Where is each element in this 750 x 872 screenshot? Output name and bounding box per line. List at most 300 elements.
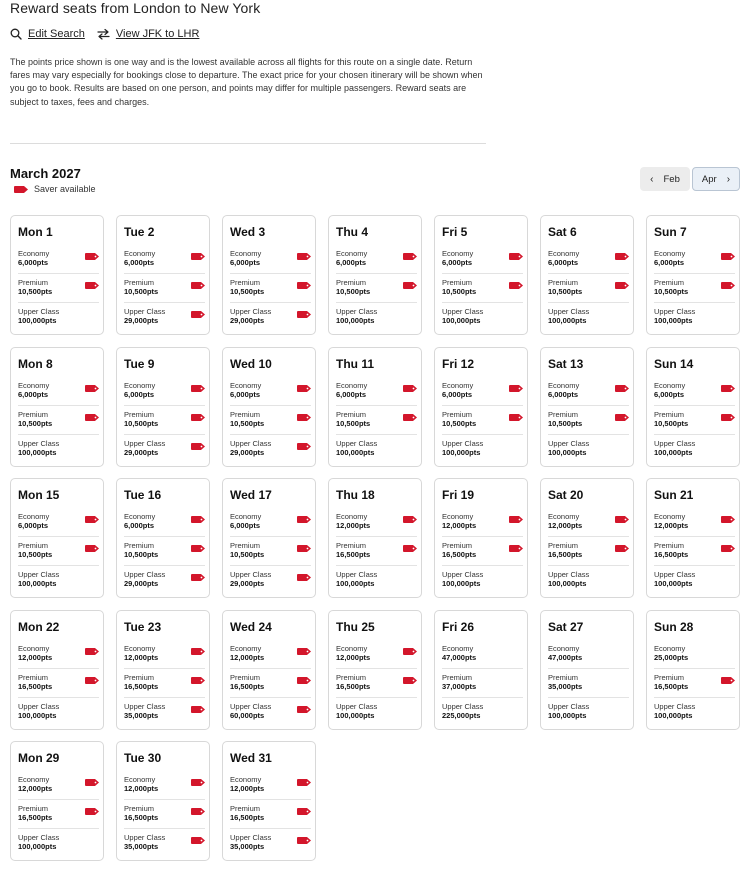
cabin-class-label: Economy xyxy=(442,643,474,653)
disclaimer-text: The points price shown is one way and is the lowest available across all flights for this route on a single date. Return fares may vary especially for bookings close to departure. The exact price for your chosen itinerary will be shown when you go to book. Results are based on one person, and points may differ for multiple passengers. Reward seats are subject to taxes, fees and charges. xyxy=(10,57,483,107)
cabin-class-label: Premium xyxy=(336,409,367,419)
points-price: 10,500pts xyxy=(336,287,371,296)
fare-row xyxy=(654,670,735,698)
day-label: Tue 16 xyxy=(124,488,162,502)
day-card[interactable] xyxy=(222,610,316,730)
day-card[interactable] xyxy=(646,478,740,598)
day-card[interactable] xyxy=(540,215,634,335)
fare-row xyxy=(18,670,99,698)
cabin-class-label: Economy xyxy=(18,512,50,521)
cabin-class-label: Premium xyxy=(230,672,261,682)
day-card[interactable] xyxy=(540,610,634,730)
points-price: 10,500pts xyxy=(548,287,583,296)
cabin-class-label: Economy xyxy=(230,775,262,784)
day-card[interactable] xyxy=(222,478,316,598)
cabin-class-label: Upper Class xyxy=(336,438,378,448)
fare-row xyxy=(336,641,417,669)
fare-row xyxy=(230,275,311,303)
day-label: Sun 14 xyxy=(654,356,694,371)
day-card[interactable] xyxy=(10,215,104,335)
saver-tag-icon xyxy=(297,808,311,815)
cabin-class-label: Premium xyxy=(442,541,473,550)
fare-row xyxy=(548,304,629,331)
cabin-class-label: Upper Class xyxy=(654,701,696,711)
points-price: 16,500pts xyxy=(124,681,159,691)
day-label: Thu 25 xyxy=(336,619,375,634)
day-card[interactable] xyxy=(434,478,528,598)
cabin-class-label: Premium xyxy=(124,541,155,550)
fare-row xyxy=(336,538,417,566)
points-price: 6,000pts xyxy=(442,389,473,399)
points-price: 29,000pts xyxy=(230,447,265,457)
fare-row xyxy=(654,509,735,537)
day-card[interactable] xyxy=(10,741,104,861)
points-price: 6,000pts xyxy=(18,258,49,267)
day-card[interactable] xyxy=(646,347,740,467)
fare-row xyxy=(18,801,99,829)
points-price: 12,000pts xyxy=(230,784,265,793)
saver-legend-label: Saver available xyxy=(34,184,96,194)
points-price: 10,500pts xyxy=(442,287,477,296)
day-label: Sun 7 xyxy=(654,225,687,239)
fare-row xyxy=(548,509,629,537)
points-price: 16,500pts xyxy=(548,550,583,559)
fare-row xyxy=(336,509,417,537)
points-price: 6,000pts xyxy=(442,258,473,267)
points-price: 16,500pts xyxy=(336,550,371,559)
day-label: Thu 11 xyxy=(336,356,375,371)
cabin-class-label: Upper Class xyxy=(18,570,60,579)
points-price: 16,500pts xyxy=(230,813,265,822)
day-card[interactable] xyxy=(222,215,316,335)
fare-row xyxy=(124,246,205,274)
saver-tag-icon xyxy=(85,677,99,684)
saver-tag-icon xyxy=(85,253,99,260)
saver-tag-icon xyxy=(297,311,311,318)
next-month-button[interactable] xyxy=(692,167,740,191)
cabin-class-label: Economy xyxy=(548,380,580,390)
saver-tag-icon xyxy=(297,648,311,655)
cabin-class-label: Premium xyxy=(654,409,685,419)
cabin-class-label: Premium xyxy=(124,278,155,287)
saver-tag-icon xyxy=(191,779,205,786)
fare-row xyxy=(230,772,311,800)
saver-tag-icon xyxy=(615,385,629,392)
points-price: 6,000pts xyxy=(124,521,155,530)
saver-tag-icon xyxy=(721,414,735,421)
day-label: Sat 27 xyxy=(548,619,584,634)
points-price: 10,500pts xyxy=(18,418,53,428)
cabin-class-label: Upper Class xyxy=(654,438,696,448)
points-price: 10,500pts xyxy=(442,418,477,428)
day-label: Fri 5 xyxy=(442,225,468,239)
day-label: Tue 2 xyxy=(124,225,155,239)
fare-row xyxy=(442,436,523,463)
saver-tag-icon xyxy=(509,253,523,260)
fare-row xyxy=(336,699,417,726)
fare-row xyxy=(18,641,99,669)
day-label: Sat 13 xyxy=(548,356,584,371)
points-price: 47,000pts xyxy=(548,652,583,662)
cabin-class-label: Upper Class xyxy=(548,701,590,711)
cabin-class-label: Economy xyxy=(548,512,580,521)
fare-row xyxy=(336,246,417,274)
points-price: 12,000pts xyxy=(654,521,689,530)
saver-tag-icon xyxy=(85,779,99,786)
fare-row xyxy=(442,567,523,594)
fare-row xyxy=(654,275,735,303)
cabin-class-label: Economy xyxy=(18,775,50,784)
points-price: 100,000pts xyxy=(548,316,587,325)
cabin-class-label: Premium xyxy=(18,672,49,682)
previous-month-button[interactable] xyxy=(640,167,690,191)
day-card[interactable] xyxy=(646,215,740,335)
cabin-class-label: Upper Class xyxy=(336,701,378,711)
saver-tag-icon xyxy=(85,282,99,289)
points-price: 100,000pts xyxy=(18,579,57,588)
saver-tag-icon xyxy=(297,706,311,713)
day-card[interactable] xyxy=(540,478,634,598)
fare-row xyxy=(548,567,629,594)
saver-tag-icon xyxy=(297,414,311,421)
points-price: 100,000pts xyxy=(336,316,375,325)
cabin-class-label: Economy xyxy=(18,380,50,390)
fare-row xyxy=(654,436,735,463)
chevron-right-icon: › xyxy=(726,173,731,185)
cabin-class-label: Economy xyxy=(548,643,580,653)
cabin-class-label: Economy xyxy=(230,643,262,653)
saver-legend xyxy=(14,184,96,194)
fare-row xyxy=(548,699,629,726)
day-label: Fri 19 xyxy=(442,488,475,502)
saver-tag-icon xyxy=(85,385,99,392)
fare-row xyxy=(442,378,523,406)
fare-row xyxy=(336,670,417,698)
cabin-class-label: Upper Class xyxy=(230,701,272,711)
day-card[interactable] xyxy=(434,347,528,467)
saver-tag-icon xyxy=(191,311,205,318)
cabin-class-label: Premium xyxy=(442,278,473,287)
day-card[interactable] xyxy=(540,347,634,467)
points-price: 6,000pts xyxy=(654,389,685,399)
points-price: 10,500pts xyxy=(124,418,159,428)
cabin-class-label: Premium xyxy=(654,541,685,550)
day-label: Wed 31 xyxy=(230,751,272,765)
view-reverse-route-label: View JFK to LHR xyxy=(115,28,200,40)
points-price: 100,000pts xyxy=(548,447,587,457)
points-price: 12,000pts xyxy=(336,652,371,662)
cabin-class-label: Premium xyxy=(230,278,261,287)
saver-tag-icon xyxy=(403,545,417,552)
fare-row xyxy=(124,407,205,435)
fare-row xyxy=(654,567,735,594)
saver-tag-icon xyxy=(721,545,735,552)
edit-search-label: Edit Search xyxy=(28,28,85,40)
saver-tag-icon xyxy=(297,545,311,552)
day-card[interactable] xyxy=(328,347,422,467)
day-card[interactable] xyxy=(116,478,210,598)
points-price: 100,000pts xyxy=(18,710,57,720)
fare-row xyxy=(336,304,417,331)
saver-tag-icon xyxy=(14,186,28,193)
cabin-class-label: Premium xyxy=(336,541,367,550)
cabin-class-label: Economy xyxy=(124,512,156,521)
points-price: 16,500pts xyxy=(654,550,689,559)
points-price: 16,500pts xyxy=(654,681,689,691)
day-label: Mon 22 xyxy=(18,619,60,634)
cabin-class-label: Upper Class xyxy=(230,307,272,316)
cabin-class-label: Premium xyxy=(124,409,155,419)
day-card[interactable] xyxy=(116,741,210,861)
fare-row xyxy=(654,641,735,669)
fare-row xyxy=(124,275,205,303)
day-card[interactable] xyxy=(116,347,210,467)
points-price: 10,500pts xyxy=(654,418,689,428)
points-price: 29,000pts xyxy=(124,447,159,457)
points-price: 29,000pts xyxy=(124,579,159,588)
points-price: 35,000pts xyxy=(124,842,159,851)
points-price: 10,500pts xyxy=(654,287,689,296)
fare-row xyxy=(124,772,205,800)
cabin-class-label: Upper Class xyxy=(548,570,590,579)
day-card[interactable] xyxy=(434,610,528,730)
points-price: 29,000pts xyxy=(230,316,265,325)
day-card[interactable] xyxy=(116,215,210,335)
fare-row xyxy=(230,407,311,435)
cabin-class-label: Upper Class xyxy=(124,307,166,316)
points-price: 10,500pts xyxy=(18,550,53,559)
points-price: 6,000pts xyxy=(230,521,261,530)
points-price: 35,000pts xyxy=(230,842,265,851)
saver-tag-icon xyxy=(509,282,523,289)
points-price: 6,000pts xyxy=(18,389,49,399)
day-card[interactable] xyxy=(222,347,316,467)
fare-row xyxy=(124,436,205,463)
points-price: 6,000pts xyxy=(548,389,579,399)
cabin-class-label: Economy xyxy=(230,512,262,521)
cabin-class-label: Premium xyxy=(230,409,261,419)
cabin-class-label: Premium xyxy=(654,278,685,287)
saver-tag-icon xyxy=(403,414,417,421)
fare-row xyxy=(18,699,99,726)
cabin-class-label: Economy xyxy=(124,775,156,784)
points-price: 100,000pts xyxy=(336,710,375,720)
cabin-class-label: Upper Class xyxy=(124,833,166,842)
cabin-class-label: Premium xyxy=(18,541,49,550)
cabin-class-label: Upper Class xyxy=(336,570,378,579)
saver-tag-icon xyxy=(191,648,205,655)
points-price: 100,000pts xyxy=(336,447,375,457)
cabin-class-label: Upper Class xyxy=(442,307,484,316)
edit-search-link[interactable] xyxy=(10,28,85,40)
cabin-class-label: Premium xyxy=(18,804,49,813)
fare-row xyxy=(230,670,311,698)
day-card[interactable] xyxy=(116,610,210,730)
saver-tag-icon xyxy=(191,385,205,392)
fare-row xyxy=(654,407,735,435)
points-price: 10,500pts xyxy=(18,287,53,296)
points-price: 37,000pts xyxy=(442,681,477,691)
points-price: 100,000pts xyxy=(336,579,375,588)
saver-tag-icon xyxy=(191,545,205,552)
saver-tag-icon xyxy=(85,545,99,552)
points-price: 35,000pts xyxy=(124,710,159,720)
points-price: 100,000pts xyxy=(654,316,693,325)
cabin-class-label: Premium xyxy=(442,409,473,419)
day-card[interactable] xyxy=(10,610,104,730)
saver-tag-icon xyxy=(509,545,523,552)
cabin-class-label: Economy xyxy=(124,643,156,653)
day-card[interactable] xyxy=(646,610,740,730)
cabin-class-label: Premium xyxy=(336,672,367,682)
points-price: 6,000pts xyxy=(18,521,49,530)
fare-row xyxy=(230,801,311,829)
points-price: 100,000pts xyxy=(654,579,693,588)
points-price: 6,000pts xyxy=(548,258,579,267)
saver-tag-icon xyxy=(721,516,735,523)
saver-tag-icon xyxy=(615,516,629,523)
fare-row xyxy=(654,538,735,566)
day-card[interactable] xyxy=(10,478,104,598)
divider xyxy=(10,143,486,144)
saver-tag-icon xyxy=(191,443,205,450)
cabin-class-label: Upper Class xyxy=(124,570,166,579)
view-reverse-route-link[interactable] xyxy=(97,28,200,40)
saver-tag-icon xyxy=(403,677,417,684)
saver-tag-icon xyxy=(615,545,629,552)
cabin-class-label: Premium xyxy=(230,804,261,813)
fare-row xyxy=(230,304,311,331)
cabin-class-label: Economy xyxy=(18,249,50,258)
fare-row xyxy=(442,699,523,726)
cabin-class-label: Economy xyxy=(654,512,686,521)
cabin-class-label: Economy xyxy=(442,512,474,521)
cabin-class-label: Upper Class xyxy=(442,701,484,711)
points-price: 12,000pts xyxy=(124,784,159,793)
fare-row xyxy=(230,641,311,669)
fare-row xyxy=(230,699,311,726)
cabin-class-label: Upper Class xyxy=(18,307,60,316)
fare-row xyxy=(336,275,417,303)
fare-row xyxy=(18,509,99,537)
points-price: 6,000pts xyxy=(336,389,367,399)
saver-tag-icon xyxy=(509,516,523,523)
cabin-class-label: Premium xyxy=(442,672,473,682)
cabin-class-label: Premium xyxy=(548,409,579,419)
cabin-class-label: Premium xyxy=(124,804,155,813)
saver-tag-icon xyxy=(191,706,205,713)
fare-row xyxy=(442,304,523,331)
points-price: 60,000pts xyxy=(230,710,265,720)
saver-tag-icon xyxy=(403,516,417,523)
cabin-class-label: Economy xyxy=(230,249,262,258)
cabin-class-label: Economy xyxy=(336,380,368,390)
day-card[interactable] xyxy=(222,741,316,861)
day-label: Mon 15 xyxy=(18,488,60,502)
cabin-class-label: Upper Class xyxy=(18,701,60,711)
fare-row xyxy=(654,378,735,406)
fare-row xyxy=(548,670,629,698)
fare-row xyxy=(230,246,311,274)
cabin-class-label: Premium xyxy=(654,672,685,682)
fare-row xyxy=(18,304,99,331)
day-label: Sat 6 xyxy=(548,225,577,239)
fare-row xyxy=(230,509,311,537)
fare-row xyxy=(18,246,99,274)
day-label: Thu 4 xyxy=(336,225,368,239)
cabin-class-label: Economy xyxy=(18,643,50,653)
points-price: 100,000pts xyxy=(442,447,481,457)
day-label: Wed 3 xyxy=(230,225,266,239)
fare-row xyxy=(124,538,205,566)
points-price: 16,500pts xyxy=(336,681,371,691)
cabin-class-label: Upper Class xyxy=(18,438,60,448)
fare-row xyxy=(442,246,523,274)
cabin-class-label: Upper Class xyxy=(230,833,272,842)
fare-row xyxy=(124,641,205,669)
points-price: 6,000pts xyxy=(336,258,367,267)
fare-row xyxy=(124,801,205,829)
cabin-class-label: Upper Class xyxy=(548,438,590,448)
saver-tag-icon xyxy=(615,282,629,289)
day-card[interactable] xyxy=(328,478,422,598)
points-price: 6,000pts xyxy=(230,258,261,267)
day-label: Tue 9 xyxy=(124,356,155,371)
saver-tag-icon xyxy=(85,414,99,421)
fare-row xyxy=(336,567,417,594)
points-price: 16,500pts xyxy=(18,813,53,822)
day-card[interactable] xyxy=(328,610,422,730)
fare-row xyxy=(230,378,311,406)
points-price: 47,000pts xyxy=(442,652,477,662)
saver-tag-icon xyxy=(615,253,629,260)
day-card[interactable] xyxy=(434,215,528,335)
cabin-class-label: Upper Class xyxy=(230,438,272,448)
day-label: Tue 23 xyxy=(124,619,162,634)
fare-row xyxy=(230,567,311,594)
saver-tag-icon xyxy=(509,414,523,421)
cabin-class-label: Economy xyxy=(124,380,156,390)
cabin-class-label: Upper Class xyxy=(654,307,696,316)
points-price: 29,000pts xyxy=(230,579,265,588)
cabin-class-label: Premium xyxy=(336,278,367,287)
points-price: 6,000pts xyxy=(124,389,155,399)
day-card[interactable] xyxy=(10,347,104,467)
fare-row xyxy=(124,567,205,594)
cabin-class-label: Economy xyxy=(654,249,686,258)
fare-row xyxy=(442,538,523,566)
fare-row xyxy=(18,567,99,594)
points-price: 10,500pts xyxy=(230,550,265,559)
day-label: Thu 18 xyxy=(336,488,375,502)
fare-row xyxy=(548,538,629,566)
points-price: 6,000pts xyxy=(230,389,261,399)
cabin-class-label: Economy xyxy=(336,249,368,258)
cabin-class-label: Upper Class xyxy=(654,570,696,579)
fare-row xyxy=(18,772,99,800)
next-month-label: Apr xyxy=(701,173,717,185)
fare-row xyxy=(18,436,99,463)
points-price: 100,000pts xyxy=(18,447,57,457)
previous-month-label: Feb xyxy=(663,173,680,185)
saver-tag-icon xyxy=(85,648,99,655)
fare-row xyxy=(230,830,311,857)
fare-row xyxy=(18,830,99,857)
cabin-class-label: Economy xyxy=(230,380,262,390)
cabin-class-label: Economy xyxy=(336,512,368,521)
saver-tag-icon xyxy=(615,414,629,421)
day-card[interactable] xyxy=(328,215,422,335)
